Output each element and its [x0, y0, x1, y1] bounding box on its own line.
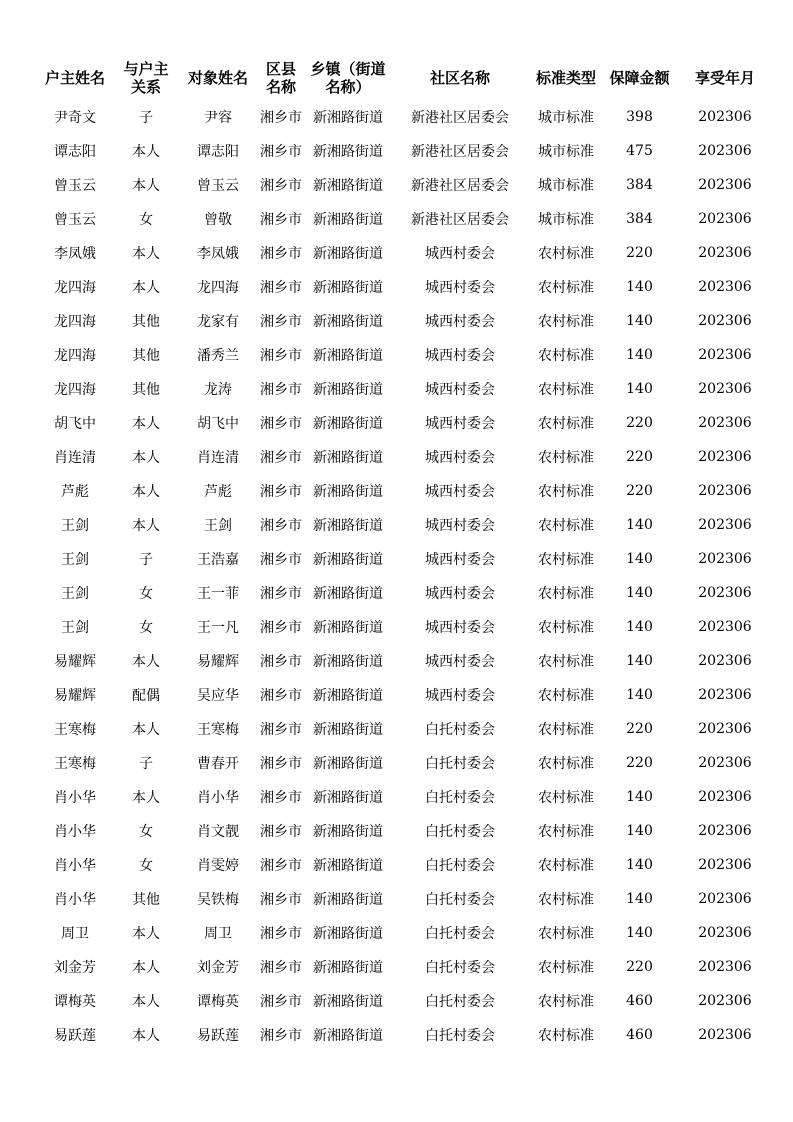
table-row: [38, 304, 773, 338]
township-cell: 新湘路街道: [313, 926, 383, 942]
relation-cell: 本人: [132, 518, 160, 534]
recipient-name-cell: 龙家有: [197, 314, 239, 330]
table-row: [38, 916, 773, 950]
recipient-name-cell: 王寒梅: [197, 722, 239, 738]
table-row: [38, 338, 773, 372]
standard-type-cell: 农村标准: [538, 960, 594, 976]
standard-type-cell: 农村标准: [538, 824, 594, 840]
period-cell: 202306: [698, 109, 752, 125]
standard-type-cell: 城市标准: [538, 178, 594, 194]
standard-type-cell: 农村标准: [538, 654, 594, 670]
standard-type-cell: 农村标准: [538, 688, 594, 704]
community-cell: 城西村委会: [425, 654, 495, 670]
relation-cell: 配偶: [132, 688, 160, 704]
amount-cell: 140: [626, 687, 653, 703]
table-row: [38, 508, 773, 542]
township-cell: 新湘路街道: [313, 960, 383, 976]
householder-name-cell: 王寒梅: [54, 756, 96, 772]
table-row: [38, 882, 773, 916]
county-cell: 湘乡市: [260, 756, 302, 772]
community-cell: 新港社区居委会: [411, 110, 509, 126]
recipient-name-cell: 龙涛: [204, 382, 232, 398]
amount-cell: 140: [626, 279, 653, 295]
township-cell: 新湘路街道: [313, 178, 383, 194]
standard-type-cell: 农村标准: [538, 518, 594, 534]
recipient-name-cell: 王浩嘉: [197, 552, 239, 568]
householder-name-cell: 王剑: [61, 620, 89, 636]
table-row: [38, 678, 773, 712]
county-cell: 湘乡市: [260, 824, 302, 840]
householder-name-cell: 龙四海: [54, 314, 96, 330]
county-cell: 湘乡市: [260, 960, 302, 976]
recipient-name-cell: 肖文靓: [197, 824, 239, 840]
householder-name-cell: 肖连清: [54, 450, 96, 466]
community-cell: 白托村委会: [425, 824, 495, 840]
recipient-name-cell: 芦彪: [204, 484, 232, 500]
county-cell: 湘乡市: [260, 994, 302, 1010]
township-cell: 新湘路街道: [313, 416, 383, 432]
householder-name-cell: 谭志阳: [54, 144, 96, 160]
householder-name-cell: 芦彪: [61, 484, 89, 500]
amount-cell: 140: [626, 381, 653, 397]
amount-cell: 220: [626, 449, 653, 465]
county-cell: 湘乡市: [260, 348, 302, 364]
amount-cell: 220: [626, 415, 653, 431]
amount-cell: 140: [626, 891, 653, 907]
amount-cell: 220: [626, 959, 653, 975]
period-cell: 202306: [698, 721, 752, 737]
table-row: [38, 950, 773, 984]
township-cell: 新湘路街道: [313, 620, 383, 636]
recipient-name-cell: 尹容: [204, 110, 232, 126]
standard-type-cell: 农村标准: [538, 994, 594, 1010]
header-householder-name: 户主姓名: [44, 69, 105, 87]
standard-type-cell: 农村标准: [538, 246, 594, 262]
county-cell: 湘乡市: [260, 450, 302, 466]
header-period: 享受年月: [694, 69, 755, 87]
community-cell: 城西村委会: [425, 416, 495, 432]
period-cell: 202306: [698, 449, 752, 465]
header-amount: 保障金额: [609, 69, 670, 87]
table-row: [38, 168, 773, 202]
recipient-name-cell: 刘金芳: [197, 960, 239, 976]
county-cell: 湘乡市: [260, 178, 302, 194]
county-cell: 湘乡市: [260, 654, 302, 670]
relation-cell: 其他: [132, 314, 160, 330]
period-cell: 202306: [698, 925, 752, 941]
recipient-name-cell: 曾敬: [204, 212, 232, 228]
standard-type-cell: 农村标准: [538, 348, 594, 364]
standard-type-cell: 农村标准: [538, 620, 594, 636]
period-cell: 202306: [698, 687, 752, 703]
relation-cell: 女: [139, 858, 153, 874]
community-cell: 新港社区居委会: [411, 178, 509, 194]
standard-type-cell: 农村标准: [538, 586, 594, 602]
table-row: [38, 780, 773, 814]
relation-cell: 本人: [132, 1028, 160, 1044]
township-cell: 新湘路街道: [313, 246, 383, 262]
community-cell: 白托村委会: [425, 858, 495, 874]
township-cell: 新湘路街道: [313, 688, 383, 704]
township-cell: 新湘路街道: [313, 654, 383, 670]
county-cell: 湘乡市: [260, 382, 302, 398]
standard-type-cell: 城市标准: [538, 110, 594, 126]
community-cell: 城西村委会: [425, 484, 495, 500]
township-cell: 新湘路街道: [313, 892, 383, 908]
community-cell: 白托村委会: [425, 994, 495, 1010]
householder-name-cell: 龙四海: [54, 280, 96, 296]
relation-cell: 其他: [132, 892, 160, 908]
community-cell: 城西村委会: [425, 314, 495, 330]
relation-cell: 女: [139, 620, 153, 636]
header-relation: 与户主 关系: [123, 60, 169, 96]
township-cell: 新湘路街道: [313, 552, 383, 568]
county-cell: 湘乡市: [260, 110, 302, 126]
period-cell: 202306: [698, 279, 752, 295]
table-row: [38, 746, 773, 780]
community-cell: 白托村委会: [425, 756, 495, 772]
relation-cell: 本人: [132, 246, 160, 262]
amount-cell: 220: [626, 721, 653, 737]
community-cell: 城西村委会: [425, 348, 495, 364]
relation-cell: 本人: [132, 994, 160, 1010]
community-cell: 城西村委会: [425, 246, 495, 262]
relation-cell: 本人: [132, 722, 160, 738]
table-row: [38, 406, 773, 440]
householder-name-cell: 肖小华: [54, 892, 96, 908]
relation-cell: 子: [139, 552, 153, 568]
relation-cell: 本人: [132, 280, 160, 296]
table-row: [38, 576, 773, 610]
township-cell: 新湘路街道: [313, 586, 383, 602]
standard-type-cell: 农村标准: [538, 416, 594, 432]
community-cell: 城西村委会: [425, 518, 495, 534]
standard-type-cell: 农村标准: [538, 790, 594, 806]
township-cell: 新湘路街道: [313, 858, 383, 874]
header-standard-type: 标准类型: [535, 69, 596, 87]
amount-cell: 140: [626, 619, 653, 635]
householder-name-cell: 刘金芳: [54, 960, 96, 976]
recipient-name-cell: 王一菲: [197, 586, 239, 602]
amount-cell: 140: [626, 925, 653, 941]
table-row: [38, 712, 773, 746]
table-row: [38, 474, 773, 508]
householder-name-cell: 王剑: [61, 552, 89, 568]
period-cell: 202306: [698, 653, 752, 669]
householder-name-cell: 易跃莲: [54, 1028, 96, 1044]
standard-type-cell: 城市标准: [538, 144, 594, 160]
table-row: [38, 848, 773, 882]
amount-cell: 460: [626, 993, 653, 1009]
table-row: [38, 1018, 773, 1052]
period-cell: 202306: [698, 143, 752, 159]
householder-name-cell: 周卫: [61, 926, 89, 942]
recipient-name-cell: 谭梅英: [197, 994, 239, 1010]
county-cell: 湘乡市: [260, 246, 302, 262]
amount-cell: 140: [626, 347, 653, 363]
community-cell: 白托村委会: [425, 790, 495, 806]
amount-cell: 140: [626, 823, 653, 839]
amount-cell: 140: [626, 551, 653, 567]
township-cell: 新湘路街道: [313, 280, 383, 296]
period-cell: 202306: [698, 619, 752, 635]
table-row: [38, 100, 773, 134]
relation-cell: 本人: [132, 926, 160, 942]
community-cell: 新港社区居委会: [411, 144, 509, 160]
period-cell: 202306: [698, 517, 752, 533]
county-cell: 湘乡市: [260, 280, 302, 296]
householder-name-cell: 谭梅英: [54, 994, 96, 1010]
community-cell: 城西村委会: [425, 280, 495, 296]
table-row: [38, 202, 773, 236]
period-cell: 202306: [698, 381, 752, 397]
householder-name-cell: 胡飞中: [54, 416, 96, 432]
subsidy-table: [38, 56, 773, 1052]
amount-cell: 384: [626, 211, 653, 227]
relation-cell: 本人: [132, 654, 160, 670]
householder-name-cell: 易耀辉: [54, 654, 96, 670]
householder-name-cell: 王剑: [61, 518, 89, 534]
standard-type-cell: 农村标准: [538, 484, 594, 500]
amount-cell: 140: [626, 313, 653, 329]
township-cell: 新湘路街道: [313, 518, 383, 534]
county-cell: 湘乡市: [260, 212, 302, 228]
period-cell: 202306: [698, 891, 752, 907]
relation-cell: 本人: [132, 144, 160, 160]
householder-name-cell: 龙四海: [54, 382, 96, 398]
community-cell: 城西村委会: [425, 688, 495, 704]
township-cell: 新湘路街道: [313, 722, 383, 738]
amount-cell: 220: [626, 483, 653, 499]
standard-type-cell: 农村标准: [538, 552, 594, 568]
standard-type-cell: 农村标准: [538, 450, 594, 466]
recipient-name-cell: 胡飞中: [197, 416, 239, 432]
amount-cell: 140: [626, 653, 653, 669]
relation-cell: 子: [139, 756, 153, 772]
period-cell: 202306: [698, 755, 752, 771]
recipient-name-cell: 龙四海: [197, 280, 239, 296]
relation-cell: 其他: [132, 348, 160, 364]
standard-type-cell: 农村标准: [538, 892, 594, 908]
township-cell: 新湘路街道: [313, 484, 383, 500]
period-cell: 202306: [698, 959, 752, 975]
township-cell: 新湘路街道: [313, 994, 383, 1010]
period-cell: 202306: [698, 857, 752, 873]
township-cell: 新湘路街道: [313, 382, 383, 398]
community-cell: 白托村委会: [425, 960, 495, 976]
table-row: [38, 372, 773, 406]
period-cell: 202306: [698, 789, 752, 805]
period-cell: 202306: [698, 551, 752, 567]
header-township: 乡镇（街道 名称）: [310, 60, 386, 96]
community-cell: 白托村委会: [425, 892, 495, 908]
relation-cell: 本人: [132, 178, 160, 194]
county-cell: 湘乡市: [260, 1028, 302, 1044]
amount-cell: 140: [626, 789, 653, 805]
amount-cell: 460: [626, 1027, 653, 1043]
community-cell: 白托村委会: [425, 1028, 495, 1044]
amount-cell: 140: [626, 517, 653, 533]
county-cell: 湘乡市: [260, 144, 302, 160]
relation-cell: 女: [139, 212, 153, 228]
table-row: [38, 814, 773, 848]
relation-cell: 子: [139, 110, 153, 126]
householder-name-cell: 曾玉云: [54, 178, 96, 194]
recipient-name-cell: 吴铁梅: [197, 892, 239, 908]
community-cell: 城西村委会: [425, 382, 495, 398]
relation-cell: 本人: [132, 416, 160, 432]
amount-cell: 475: [626, 143, 653, 159]
amount-cell: 384: [626, 177, 653, 193]
recipient-name-cell: 易跃莲: [197, 1028, 239, 1044]
standard-type-cell: 农村标准: [538, 722, 594, 738]
period-cell: 202306: [698, 211, 752, 227]
relation-cell: 女: [139, 824, 153, 840]
recipient-name-cell: 王剑: [204, 518, 232, 534]
period-cell: 202306: [698, 177, 752, 193]
header-recipient-name: 对象姓名: [187, 69, 248, 87]
householder-name-cell: 尹奇文: [54, 110, 96, 126]
recipient-name-cell: 肖小华: [197, 790, 239, 806]
amount-cell: 398: [626, 109, 653, 125]
standard-type-cell: 农村标准: [538, 756, 594, 772]
county-cell: 湘乡市: [260, 314, 302, 330]
table-row: [38, 134, 773, 168]
period-cell: 202306: [698, 1027, 752, 1043]
period-cell: 202306: [698, 415, 752, 431]
recipient-name-cell: 李凤娥: [197, 246, 239, 262]
county-cell: 湘乡市: [260, 722, 302, 738]
community-cell: 白托村委会: [425, 926, 495, 942]
relation-cell: 本人: [132, 484, 160, 500]
header-community: 社区名称: [429, 69, 490, 87]
county-cell: 湘乡市: [260, 620, 302, 636]
relation-cell: 本人: [132, 790, 160, 806]
householder-name-cell: 李凤娥: [54, 246, 96, 262]
community-cell: 城西村委会: [425, 620, 495, 636]
county-cell: 湘乡市: [260, 552, 302, 568]
table-row: [38, 542, 773, 576]
householder-name-cell: 肖小华: [54, 790, 96, 806]
township-cell: 新湘路街道: [313, 824, 383, 840]
community-cell: 城西村委会: [425, 552, 495, 568]
township-cell: 新湘路街道: [313, 1028, 383, 1044]
standard-type-cell: 农村标准: [538, 1028, 594, 1044]
county-cell: 湘乡市: [260, 858, 302, 874]
recipient-name-cell: 曹春开: [197, 756, 239, 772]
period-cell: 202306: [698, 993, 752, 1009]
table-header-row: [38, 56, 773, 100]
householder-name-cell: 肖小华: [54, 824, 96, 840]
householder-name-cell: 易耀辉: [54, 688, 96, 704]
table-row: [38, 984, 773, 1018]
table-row: [38, 236, 773, 270]
householder-name-cell: 肖小华: [54, 858, 96, 874]
table-row: [38, 270, 773, 304]
table-row: [38, 644, 773, 678]
standard-type-cell: 农村标准: [538, 858, 594, 874]
householder-name-cell: 龙四海: [54, 348, 96, 364]
relation-cell: 本人: [132, 450, 160, 466]
county-cell: 湘乡市: [260, 926, 302, 942]
period-cell: 202306: [698, 245, 752, 261]
period-cell: 202306: [698, 585, 752, 601]
community-cell: 白托村委会: [425, 722, 495, 738]
township-cell: 新湘路街道: [313, 314, 383, 330]
standard-type-cell: 农村标准: [538, 280, 594, 296]
recipient-name-cell: 曾玉云: [197, 178, 239, 194]
county-cell: 湘乡市: [260, 586, 302, 602]
householder-name-cell: 王寒梅: [54, 722, 96, 738]
township-cell: 新湘路街道: [313, 450, 383, 466]
recipient-name-cell: 肖雯婷: [197, 858, 239, 874]
county-cell: 湘乡市: [260, 688, 302, 704]
relation-cell: 女: [139, 586, 153, 602]
relation-cell: 本人: [132, 960, 160, 976]
county-cell: 湘乡市: [260, 416, 302, 432]
recipient-name-cell: 吴应华: [197, 688, 239, 704]
township-cell: 新湘路街道: [313, 790, 383, 806]
header-county: 区县 名称: [265, 60, 296, 96]
standard-type-cell: 农村标准: [538, 926, 594, 942]
period-cell: 202306: [698, 483, 752, 499]
period-cell: 202306: [698, 823, 752, 839]
township-cell: 新湘路街道: [313, 144, 383, 160]
county-cell: 湘乡市: [260, 518, 302, 534]
amount-cell: 140: [626, 857, 653, 873]
standard-type-cell: 农村标准: [538, 314, 594, 330]
county-cell: 湘乡市: [260, 484, 302, 500]
township-cell: 新湘路街道: [313, 756, 383, 772]
standard-type-cell: 农村标准: [538, 382, 594, 398]
township-cell: 新湘路街道: [313, 212, 383, 228]
relation-cell: 其他: [132, 382, 160, 398]
community-cell: 城西村委会: [425, 450, 495, 466]
recipient-name-cell: 王一凡: [197, 620, 239, 636]
recipient-name-cell: 易耀辉: [197, 654, 239, 670]
county-cell: 湘乡市: [260, 892, 302, 908]
recipient-name-cell: 潘秀兰: [197, 348, 239, 364]
standard-type-cell: 城市标准: [538, 212, 594, 228]
township-cell: 新湘路街道: [313, 110, 383, 126]
amount-cell: 220: [626, 245, 653, 261]
recipient-name-cell: 谭志阳: [197, 144, 239, 160]
table-row: [38, 440, 773, 474]
township-cell: 新湘路街道: [313, 348, 383, 364]
recipient-name-cell: 周卫: [204, 926, 232, 942]
community-cell: 新港社区居委会: [411, 212, 509, 228]
county-cell: 湘乡市: [260, 790, 302, 806]
amount-cell: 140: [626, 585, 653, 601]
period-cell: 202306: [698, 347, 752, 363]
householder-name-cell: 王剑: [61, 586, 89, 602]
recipient-name-cell: 肖连清: [197, 450, 239, 466]
period-cell: 202306: [698, 313, 752, 329]
amount-cell: 220: [626, 755, 653, 771]
community-cell: 城西村委会: [425, 586, 495, 602]
table-row: [38, 610, 773, 644]
householder-name-cell: 曾玉云: [54, 212, 96, 228]
